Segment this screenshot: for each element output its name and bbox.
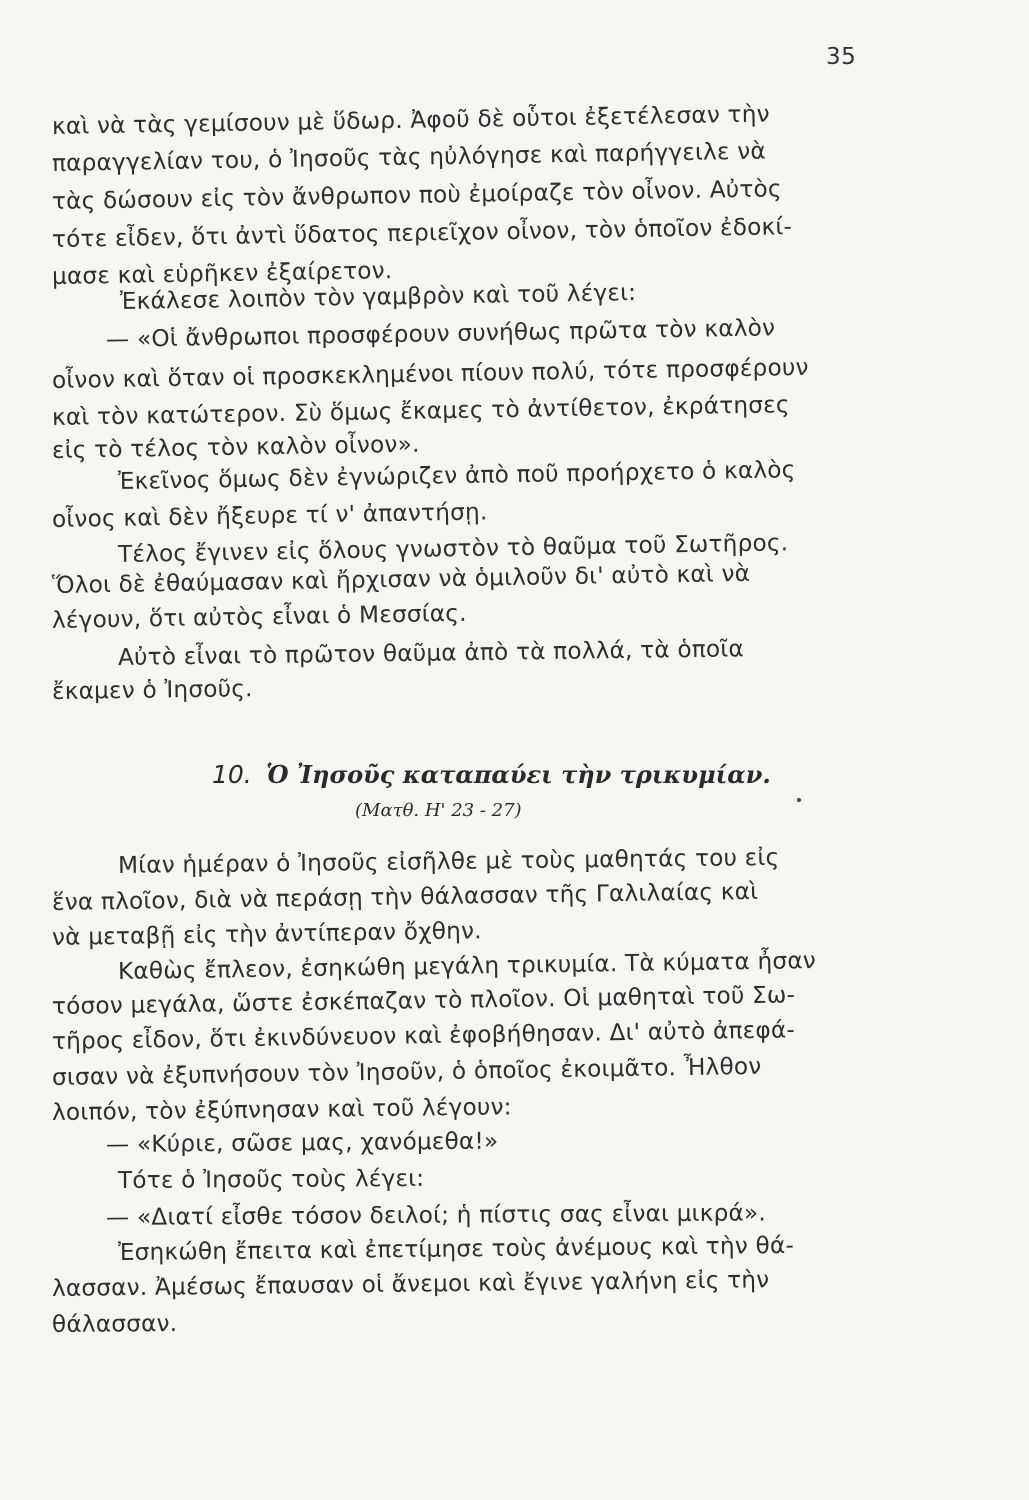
text-line: — «Οἱ ἄνθρωποι προσφέρουν συνήθως πρῶτα τὸν καλὸν: [105, 314, 776, 353]
section-title: [212, 760, 771, 789]
text-line: ἔκαμεν ὁ Ἰησοῦς.: [51, 675, 253, 705]
text-line: — «Διατί εἶσθε τόσον δειλοί; ἡ πίστις σας εἶναι μικρά».: [105, 1199, 766, 1231]
text-line: νὰ μεταβῇ εἰς τὴν ἀντίπεραν ὄχθην.: [51, 917, 482, 951]
section-number: 10.: [212, 760, 252, 789]
text-line: οἶνος καὶ δὲν ἤξευρε τί ν' ἀπαντήσῃ.: [51, 498, 488, 533]
text-line: Ἐσηκώθη ἔπειτα καὶ ἐπετίμησε τοὺς ἀνέμους καὶ τὴν θά-: [117, 1231, 795, 1266]
text-line: Ἐκάλεσε λοιπὸν τὸν γαμβρὸν καὶ τοῦ λέγει:: [119, 278, 637, 315]
text-line: λασσαν. Ἀμέσως ἔπαυσαν οἱ ἄνεμοι καὶ ἔγινε γαλήνη εἰς τὴν: [51, 1266, 770, 1302]
text-line: μασε καὶ εὑρῆκεν ἐξαίρετον.: [51, 257, 393, 290]
text-line: καὶ νὰ τὰς γεμίσουν μὲ ὕδωρ. Ἀφοῦ δὲ οὗτοι ἐξετέλεσαν τὴν: [51, 100, 770, 140]
text-line: Μίαν ἡμέραν ὁ Ἰησοῦς εἰσῆλθε μὲ τοὺς μαθητάς του εἰς: [117, 843, 780, 879]
text-line: — «Κύριε, σῶσε μας, χανόμεθα!»: [105, 1127, 499, 1158]
text-line: τῆρος εἶδον, ὅτι ἐκινδύνευον καὶ ἐφοβήθησαν. Δι' αὐτὸ ἀπεφά-: [51, 1016, 796, 1055]
text-line: θάλασσαν.: [51, 1309, 178, 1338]
text-line: Ἐκεῖνος ὅμως δὲν ἐγνώριζεν ἀπὸ ποῦ προήρχετο ὁ καλὸς: [117, 456, 796, 495]
text-line: καὶ τὸν κατώτερον. Σὺ ὅμως ἔκαμες τὸ ἀντίθετον, ἐκράτησες: [51, 391, 790, 431]
text-line: Ὅλοι δὲ ἐθαύμασαν καὶ ἤρχισαν νὰ ὁμιλοῦν δι' αὐτὸ καὶ νὰ: [51, 559, 751, 599]
text-line: ἕνα πλοῖον, διὰ νὰ περάσῃ τὴν θάλασσαν τῆς Γαλιλαίας καὶ: [51, 877, 759, 916]
text-line: οἶνον καὶ ὅταν οἱ προσκεκλημένοι πίουν πολύ, τότε προσφέρουν: [51, 353, 809, 394]
text-line: τότε εἶδεν, ὅτι ἀντὶ ὕδατος περιεῖχον οἶνον, τὸν ὁποῖον ἐδοκί-: [51, 213, 793, 253]
text-line: τόσον μεγάλα, ὥστε ἐσκέπαζαν τὸ πλοῖον. Οἱ μαθηταὶ τοῦ Σω-: [51, 981, 796, 1020]
print-speck: [797, 798, 801, 802]
page-number: 35: [826, 44, 857, 70]
text-line: Τέλος ἔγινεν εἰς ὅλους γνωστὸν τὸ θαῦμα τοῦ Σωτῆρος.: [117, 529, 789, 568]
text-line: λέγουν, ὅτι αὐτὸς εἶναι ὁ Μεσσίας.: [51, 599, 467, 634]
text-line: παραγγελίαν του, ὁ Ἰησοῦς τὰς ηὐλόγησε καὶ παρήγγειλε νὰ: [51, 137, 767, 177]
text-line: Τότε ὁ Ἰησοῦς τοὺς λέγει:: [117, 1164, 425, 1194]
text-line: Αὐτὸ εἶναι τὸ πρῶτον θαῦμα ἀπὸ τὰ πολλά, τὰ ὁποῖα: [117, 635, 745, 671]
text-line: λοιπόν, τὸν ἐξύπνησαν καὶ τοῦ λέγουν:: [51, 1093, 512, 1126]
scripture-reference: (Ματθ. Η' 23 - 27): [355, 800, 522, 821]
text-line: σισαν νὰ ἐξυπνήσουν τὸν Ἰησοῦν, ὁ ὁποῖος ἐκοιμᾶτο. Ἦλθον: [51, 1052, 762, 1091]
text-line: Καθὼς ἔπλεον, ἐσηκώθη μεγάλη τρικυμία. Τὰ κύματα ἦσαν: [117, 947, 817, 985]
text-line: τὰς δώσουν εἰς τὸν ἄνθρωπον ποὺ ἐμοίραζε τὸν οἶνον. Αὐτὸς: [51, 175, 782, 215]
section-title-text: Ὁ Ἰησοῦς καταπαύει τὴν τρικυμίαν.: [266, 760, 771, 789]
text-line: εἰς τὸ τέλος τὸν καλὸν οἶνον».: [51, 430, 420, 464]
